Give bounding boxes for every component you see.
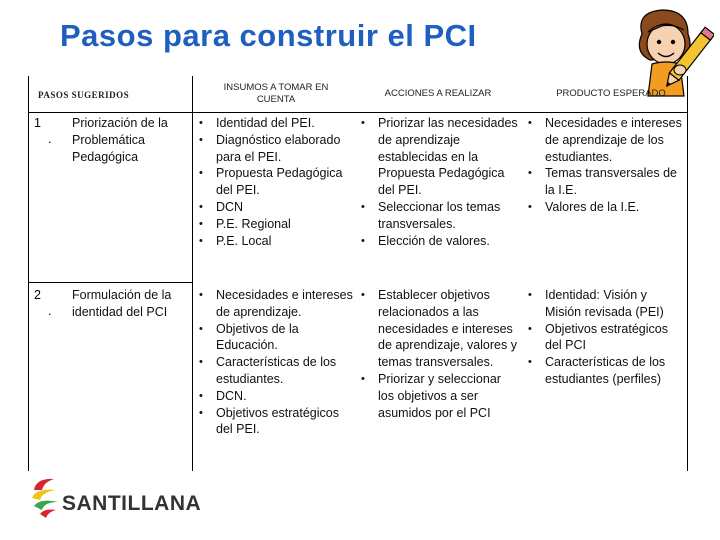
list-item: • DCN (196, 199, 356, 216)
table-border-left (28, 76, 29, 471)
steps-table (28, 76, 688, 471)
row-divider (28, 282, 193, 283)
list-item: • Objetivos estratégicos del PEI. (196, 405, 356, 439)
list-item: • Valores de la I.E. (525, 199, 685, 216)
list-item: • Identidad: Visión y Misión revisada (PEI) (525, 287, 685, 321)
list-item: • Propuesta Pedagógica del PEI. (196, 165, 356, 199)
step-number: 1 (34, 116, 41, 130)
santillana-logo-icon (30, 476, 64, 520)
list-item: • Características de los estudiantes. (196, 354, 356, 388)
list-item: • Objetivos de la Educación. (196, 321, 356, 355)
list-item: • Temas transversales de la I.E. (525, 165, 685, 199)
santillana-logo (30, 476, 200, 520)
list-item: • Establecer objetivos relacionados a las necesidades e intereses de aprendizaje, valores y temas transversales. (358, 287, 518, 371)
step-dot: . (48, 132, 52, 146)
header-divider (28, 112, 688, 113)
list-item: • Objetivos estratégicos del PCI (525, 321, 685, 355)
list-item: • DCN. (196, 388, 356, 405)
list-item: • P.E. Regional (196, 216, 356, 233)
step-name: Priorización de la Problemática Pedagógica (72, 116, 168, 164)
step-number: 2 (34, 288, 41, 302)
list-item: • Identidad del PEI. (196, 115, 356, 132)
page-title: Pasos para construir el PCI (60, 18, 477, 53)
step-name: Formulación de la identidad del PCI (72, 288, 172, 319)
list-item: • Diagnóstico elaborado para el PEI. (196, 132, 356, 166)
acciones-list (358, 287, 518, 421)
list-item: • Elección de valores. (358, 233, 518, 250)
list-item: • Priorizar y seleccionar los objetivos a ser asumidos por el PCI (358, 371, 518, 421)
header-pasos: PASOS SUGERIDOS (38, 90, 130, 100)
logo-text: SANTILLANA (62, 492, 202, 515)
acciones-list (358, 115, 518, 249)
list-item: • Seleccionar los temas transversales. (358, 199, 518, 233)
producto-list (525, 115, 685, 216)
table-border-right (687, 76, 688, 471)
list-item: • Priorizar las necesidades de aprendizaje establecidas en la Propuesta Pedagógica del PEI. (358, 115, 518, 199)
insumos-list (196, 115, 356, 249)
list-item: • Necesidades e intereses de aprendizaje de los estudiantes. (525, 115, 685, 165)
list-item: • P.E. Local (196, 233, 356, 250)
list-item: • Necesidades e intereses de aprendizaje. (196, 287, 356, 321)
insumos-list (196, 287, 356, 438)
header-acciones: ACCIONES A REALIZAR (384, 88, 492, 99)
step-dot: . (48, 304, 52, 318)
producto-list (525, 287, 685, 388)
list-item: • Características de los estudiantes (perfiles) (525, 354, 685, 388)
header-producto: PRODUCTO ESPERADO (556, 88, 666, 99)
header-insumos: INSUMOS A TOMAR EN CUENTA (223, 82, 329, 105)
column-divider (192, 76, 193, 471)
